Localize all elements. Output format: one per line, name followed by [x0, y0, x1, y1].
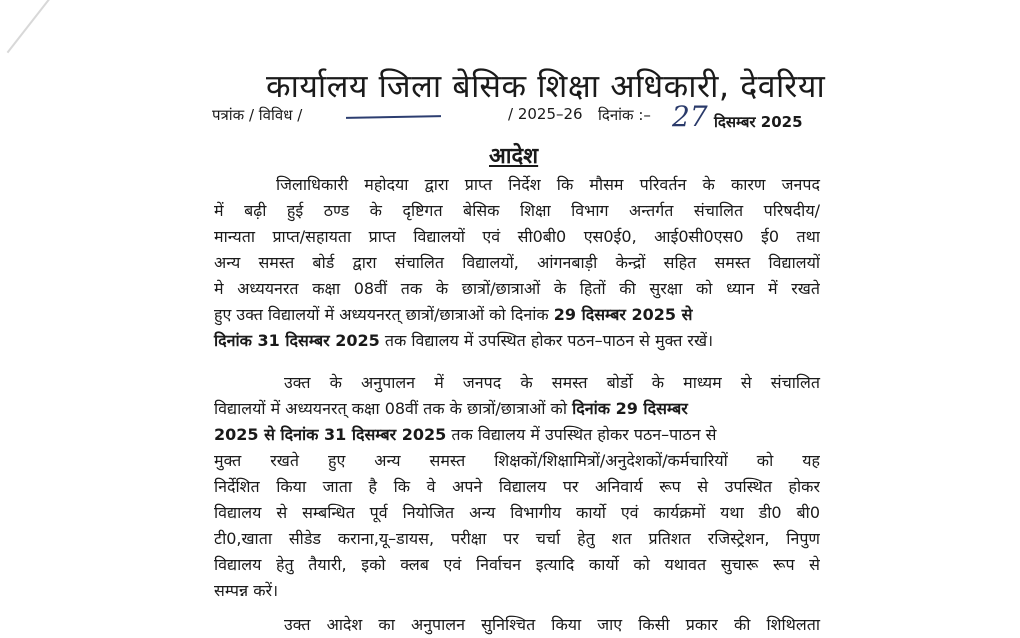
paragraph-1-line-4: अन्य समस्त बोर्ड द्वारा संचालित विद्यालयों, आंगनबाड़ी केन्द्रों सहित समस्त विद्यालयों	[214, 253, 820, 272]
paragraph-2-line-5: निर्देशित किया जाता है कि वे अपने विद्यालय पर अनिवार्य रूप से उपस्थित होकर	[214, 477, 820, 496]
paragraph-1-line-6-text: हुए उक्त विद्यालयों में अध्ययनरत् छात्रों/छात्राओं को दिनांक	[214, 305, 549, 324]
paragraph-3-line-1: उक्त आदेश का अनुपालन सुनिश्चित किया जाए किसी प्रकार की शिथिलता	[284, 615, 820, 634]
paragraph-2-line-2	[214, 396, 688, 422]
office-title: कार्यालय जिला बेसिक शिक्षा अधिकारी, देवरिया	[266, 67, 826, 105]
order-heading: आदेश	[489, 144, 539, 169]
paragraph-2-line-7: टी0,खाता सीडेड कराना,यू–डायस, परीक्षा पर चर्चा हेतु शत प्रतिशत रजिस्ट्रेशन, निपुण	[214, 529, 820, 548]
paragraph-2-line-4: मुक्त रखते हुए अन्य समस्त शिक्षकों/शिक्षामित्रों/अनुदेशकों/कर्मचारियों को यह	[214, 451, 820, 470]
paragraph-2-line-2-date: दिनांक 29 दिसम्बर	[572, 399, 688, 418]
paragraph-1-line-5: मे अध्ययनरत कक्षा 08वीं तक के छात्रों/छात्राओं के हितों की सुरक्षा को ध्यान में रखते	[214, 279, 820, 298]
paragraph-1-line-7-date: दिनांक 31 दिसम्बर 2025	[214, 331, 380, 350]
paragraph-1-line-1: जिलाधिकारी महोदया द्वारा प्राप्त निर्देश कि मौसम परिवर्तन के कारण जनपद	[276, 175, 820, 194]
paragraph-1-line-7-text: तक विद्यालय में उपस्थित होकर पठन–पाठन से मुक्त रखें।	[384, 331, 714, 350]
paragraph-1-line-3: मान्यता प्राप्त/सहायता प्राप्त विद्यालयों एवं सी0बी0 एस0ई0, आई0सी0एस0 ई0 तथा	[214, 227, 820, 246]
paragraph-1-line-6	[214, 302, 692, 328]
reference-number-handwritten-line	[346, 115, 441, 119]
paragraph-2-line-3-date: 2025 से दिनांक 31 दिसम्बर 2025	[214, 425, 447, 444]
date-day-handwritten: 27	[672, 100, 708, 133]
date-label: दिनांक :–	[598, 106, 651, 124]
paper-fold-mark	[7, 0, 52, 53]
paragraph-1-line-2: में बढ़ी हुई ठण्ड के दृष्टिगत बेसिक शिक्षा विभाग अन्तर्गत संचालित परिषदीय/	[214, 201, 820, 220]
paragraph-2-line-1: उक्त के अनुपालन में जनपद के समस्त बोर्डो के माध्यम से संचालित	[284, 373, 820, 392]
reference-label: पत्रांक / विविध /	[212, 106, 303, 124]
paragraph-2-line-6: विद्यालय से सम्बन्धित पूर्व नियोजित अन्य विभागीय कार्यो एवं कार्यक्रमों यथा डी0 बी0	[214, 503, 820, 522]
paragraph-2-line-8: विद्यालय हेतु तैयारी, इको क्लब एवं निर्वाचन इत्यादि कार्यो को यथावत सुचारू रूप से	[214, 555, 820, 574]
paragraph-2-line-3-text: तक विद्यालय में उपस्थित होकर पठन–पाठन से	[451, 425, 717, 444]
paragraph-2-line-3	[214, 422, 716, 448]
paragraph-1-line-7	[214, 328, 713, 354]
paragraph-1-line-6-date: 29 दिसम्बर 2025 से	[553, 305, 693, 324]
paragraph-2-line-2-text: विद्यालयों में अध्ययनरत् कक्षा 08वीं तक के छात्रों/छात्राओं को	[214, 399, 567, 418]
reference-year: / 2025–26	[508, 105, 583, 123]
date-month-year: दिसम्बर 2025	[714, 113, 803, 131]
paragraph-2-line-9: सम्पन्न करें।	[214, 581, 279, 600]
